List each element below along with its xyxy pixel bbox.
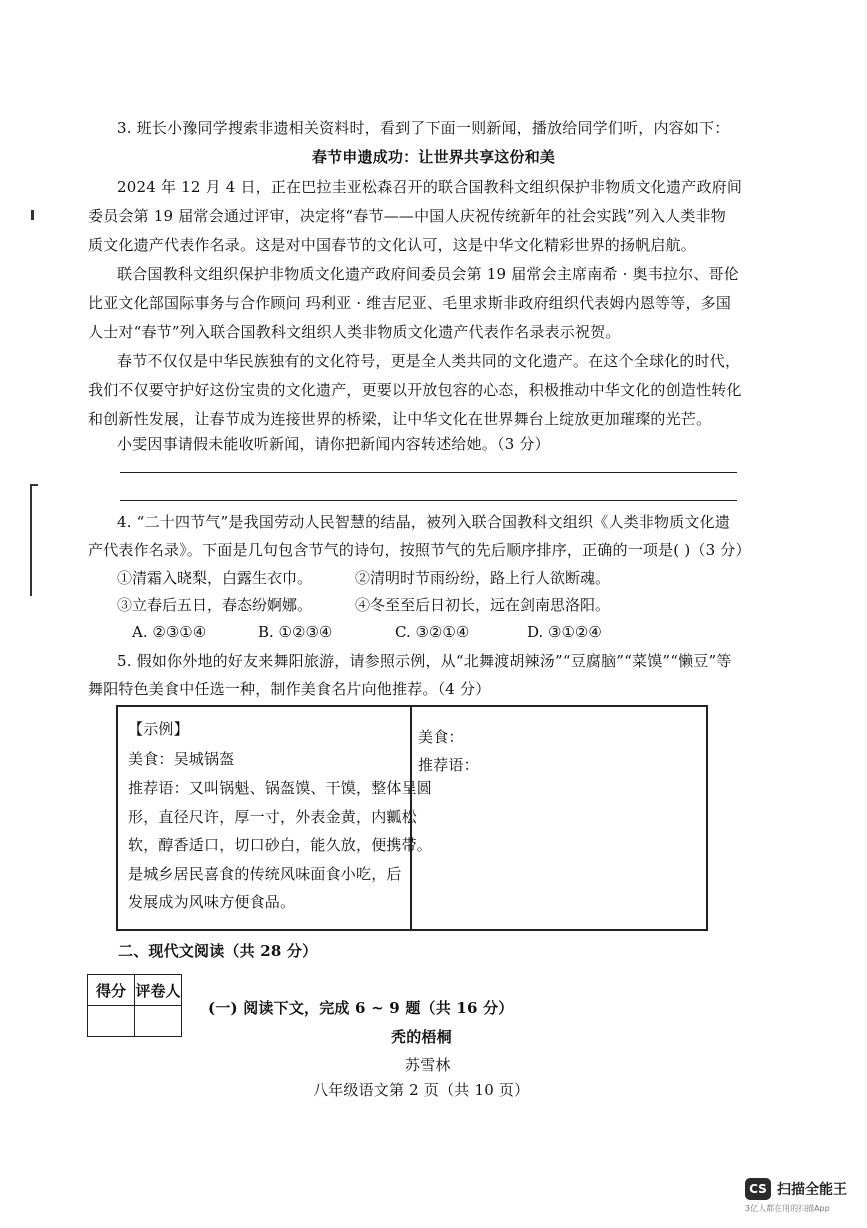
section-title: 二、现代文阅读（共 28 分） — [118, 942, 318, 960]
scanner-tagline: 3亿人都在用的扫描App — [745, 1204, 830, 1213]
scanner-app-name: 扫描全能王 — [777, 1182, 847, 1198]
poem-item: ①清霜入晓梨，白露生衣巾。 — [117, 569, 313, 587]
poem-item: ④冬至至后日初长，远在剑南思洛阳。 — [355, 596, 611, 614]
news-paragraph-line: 联合国教科文组织保护非物质文化遗产政府间委员会第 19 届常会主席南希 · 奥韦拉尔、哥伦 — [117, 265, 739, 283]
scan-mark — [30, 484, 38, 486]
example-food: 美食：吴城锅盔 — [128, 750, 235, 768]
reading-subsection-title: (一) 阅读下文，完成 6 ~ 9 题（共 16 分） — [208, 999, 514, 1017]
answer-line — [120, 500, 737, 501]
grader-cell — [135, 1006, 182, 1037]
news-paragraph-line: 比亚文化部国际事务与合作顾问 玛利亚 · 维吉尼亚、毛里求斯非政府组织代表姆内恩等等，多国 — [88, 294, 732, 312]
example-recommendation-line: 是城乡居民喜食的传统风味面食小吃，后 — [128, 865, 402, 883]
q5-prompt-line: 舞阳特色美食中任选一种，制作美食名片向他推荐。（4 分） — [88, 680, 491, 698]
answer-option-d: D. ③①②④ — [527, 623, 602, 641]
q5-prompt-line: 5. 假如你外地的好友来舞阳旅游，请参照示例，从“北舞渡胡辣汤”“豆腐脑”“菜馍”“懒豆”等 — [117, 652, 732, 670]
scan-mark — [31, 210, 34, 220]
answer-option-c: C. ③②①④ — [395, 623, 470, 641]
poem-item: ②清明时节雨纷纷，路上行人欲断魂。 — [355, 569, 611, 587]
page-footer: 八年级语文第 2 页（共 10 页） — [313, 1081, 530, 1099]
example-recommendation-line: 软，醇香适口，切口砂白，能久放，便携带。 — [128, 836, 433, 854]
essay-title: 秃的梧桐 — [391, 1028, 452, 1046]
news-paragraph-line: 质文化遗产代表作名录。这是对中国春节的文化认可，这是中华文化精彩世界的扬帆启航。 — [88, 236, 697, 254]
answer-recommendation-label: 推荐语： — [418, 756, 479, 774]
answer-option-b: B. ①②③④ — [258, 623, 333, 641]
news-paragraph-line: 我们不仅要守护好这份宝贵的文化遗产，更要以开放包容的心态，积极推动中华文化的创造性转化 — [88, 381, 742, 399]
score-header: 得分 — [88, 975, 135, 1006]
scanner-logo — [745, 1178, 847, 1200]
answer-option-a: A. ②③①④ — [132, 623, 207, 641]
score-table — [87, 974, 182, 1037]
scan-mark — [30, 484, 32, 596]
q3-prompt: 3. 班长小豫同学搜索非遗相关资料时，看到了下面一则新闻，播放给同学们听，内容如下： — [117, 119, 730, 137]
news-title: 春节申遗成功：让世界共享这份和美 — [311, 148, 556, 166]
q3-task: 小雯因事请假未能收听新闻，请你把新闻内容转述给她。（3 分） — [117, 435, 550, 453]
answer-food-label: 美食： — [418, 728, 464, 746]
example-recommendation-line: 推荐语：又叫锅魁、锅盔馍、干馍，整体呈圆 — [128, 779, 433, 797]
example-recommendation-line: 形，直径尺许，厚一寸，外表金黄，内瓤松 — [128, 808, 417, 826]
q4-prompt-line: 4. “二十四节气”是我国劳动人民智慧的结晶，被列入联合国教科文组织《人类非物质文化遗 — [117, 513, 731, 531]
answer-line — [120, 472, 737, 473]
news-paragraph-line: 2024 年 12 月 4 日，正在巴拉圭亚松森召开的联合国教科文组织保护非物质文化遗产政府间 — [117, 178, 743, 196]
essay-author: 苏雪林 — [405, 1056, 451, 1074]
example-recommendation-line: 发展成为风味方便食品。 — [128, 893, 296, 911]
news-paragraph-line: 委员会第 19 届常会通过评审，决定将“春节——中国人庆祝传统新年的社会实践”列入人类非物 — [88, 207, 726, 225]
news-paragraph-line: 和创新性发展，让春节成为连接世界的桥梁，让中华文化在世界舞台上绽放更加璀璨的光芒。 — [88, 410, 712, 428]
q4-prompt-line: 产代表作名录》。下面是几句包含节气的诗句，按照节气的先后顺序排序，正确的一项是( )（3 分） — [88, 541, 751, 559]
example-label: 【示例】 — [128, 720, 189, 738]
grader-header: 评卷人 — [135, 975, 182, 1006]
poem-item: ③立春后五日，春态纷婀娜。 — [117, 596, 313, 614]
news-paragraph-line: 春节不仅仅是中华民族独有的文化符号，更是全人类共同的文化遗产。在这个全球化的时代， — [117, 352, 741, 370]
news-paragraph-line: 人士对“春节”列入联合国教科文组织人类非物质文化遗产代表作名录表示祝贺。 — [88, 323, 621, 341]
score-cell — [88, 1006, 135, 1037]
cs-logo-icon: CS — [745, 1178, 771, 1200]
